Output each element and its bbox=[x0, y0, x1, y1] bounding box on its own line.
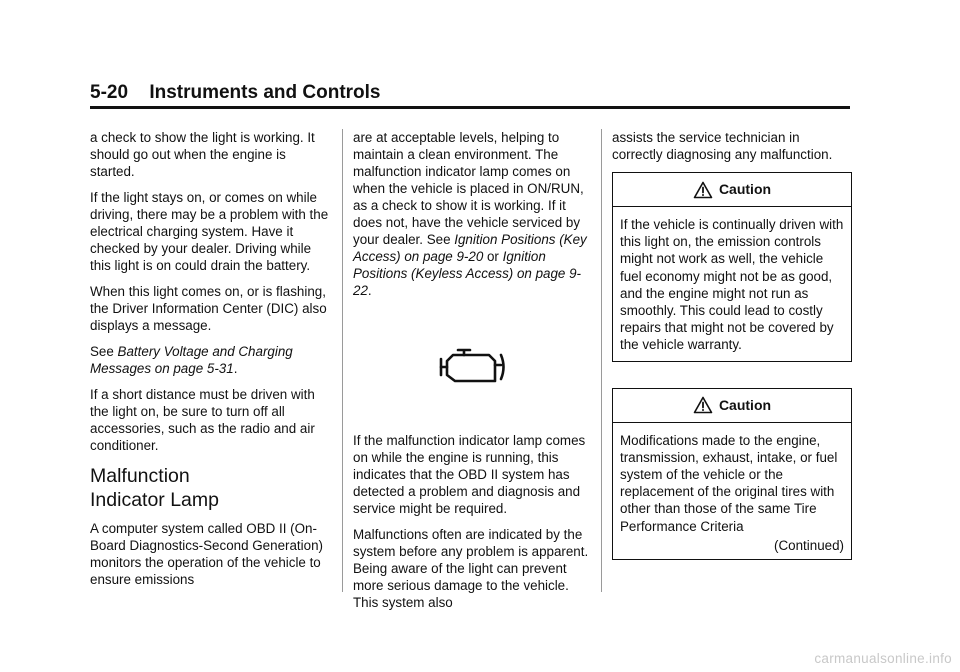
page-number: 5-20 bbox=[90, 82, 129, 103]
watermark: carmanualsonline.info bbox=[814, 651, 952, 666]
paragraph: When this light comes on, or is flashing, the Driver Information Center (DIC) also displays a message. bbox=[90, 284, 327, 333]
caution-body bbox=[613, 423, 851, 559]
column-1 bbox=[90, 129, 334, 597]
continued-label: (Continued) bbox=[774, 537, 844, 553]
page-header bbox=[90, 82, 850, 104]
caution-header bbox=[613, 173, 851, 207]
caution-label: Caution bbox=[718, 396, 772, 413]
caution-box bbox=[612, 388, 852, 560]
cross-reference-link[interactable]: Ignition Positions (Keyless Access) on page 9-22 bbox=[353, 249, 581, 298]
paragraph: If the malfunction indicator lamp comes on while the engine is running, this indicates that the OBD II system has detected a problem and diagnosis and service might be required. bbox=[353, 433, 586, 516]
column-separator-2 bbox=[601, 129, 602, 592]
caution-box bbox=[612, 172, 852, 362]
section-title bbox=[90, 464, 334, 512]
caution-text: If the vehicle is continually driven with this light on, the emission controls might not work as well, the vehicle fuel economy might not be as good, and the engine might not run as smoothly. This could lead to costly repairs that might not be covered by the vehicle warranty. bbox=[620, 217, 844, 353]
or-text: or bbox=[483, 249, 503, 264]
paragraph: A computer system called OBD II (On-Board Diagnostics-Second Generation) monitors the operation of the vehicle to ensure emissions bbox=[90, 521, 323, 587]
paragraph: Malfunctions often are indicated by the system before any problem is apparent. Being aware of the light can prevent more serious damage to the vehicle. This system also bbox=[353, 527, 589, 610]
warning-triangle-icon bbox=[693, 396, 713, 414]
column-2 bbox=[353, 129, 593, 620]
punctuation: . bbox=[233, 361, 238, 376]
paragraph: If a short distance must be driven with the light on, be sure to turn off all accessories, such as the radio and air conditioner. bbox=[90, 387, 315, 453]
paragraph: If the light stays on, or comes on while driving, there may be a problem with the electrical charging system. Have it checked by your dealer. Driving while this light is on could drain the battery. bbox=[90, 190, 329, 273]
header-rule bbox=[90, 106, 850, 109]
caution-header bbox=[613, 389, 851, 423]
section-title-line2: Indicator Lamp bbox=[90, 489, 219, 511]
warning-triangle-icon bbox=[693, 181, 713, 199]
paragraph: a check to show the light is working. It should go out when the engine is started. bbox=[90, 130, 315, 179]
icon-frame bbox=[353, 308, 593, 426]
see-text: See bbox=[90, 344, 118, 359]
chapter-title: Instruments and Controls bbox=[149, 82, 381, 103]
header-text bbox=[90, 82, 850, 104]
cross-reference-link[interactable]: Battery Voltage and Charging Messages on page 5-31 bbox=[90, 344, 293, 376]
paragraph-text: are at acceptable levels, helping to maintain a clean environment. The malfunction indicator lamp comes on when the vehicle is placed in ON/RUN, as a check to show it is working. If it does not, have the vehicle serviced by your dealer. See bbox=[353, 130, 584, 247]
caution-label: Caution bbox=[718, 181, 772, 197]
check-engine-icon bbox=[437, 345, 509, 389]
paragraph-see-reference bbox=[90, 343, 334, 377]
paragraph-with-references bbox=[353, 129, 593, 299]
section-title-line1: Malfunction bbox=[90, 465, 190, 487]
punctuation: . bbox=[367, 283, 372, 298]
column-3 bbox=[612, 129, 852, 560]
cross-reference-link[interactable]: Ignition Positions (Key Access) on page 9-20 bbox=[353, 232, 587, 264]
caution-text: Modifications made to the engine, transmission, exhaust, intake, or fuel system of the vehicle or the replacement of the original tires with other than those of the same Tire Performance Criteria bbox=[620, 432, 838, 534]
paragraph: assists the service technician in correctly diagnosing any malfunction. bbox=[612, 130, 833, 162]
column-separator-1 bbox=[342, 129, 343, 592]
